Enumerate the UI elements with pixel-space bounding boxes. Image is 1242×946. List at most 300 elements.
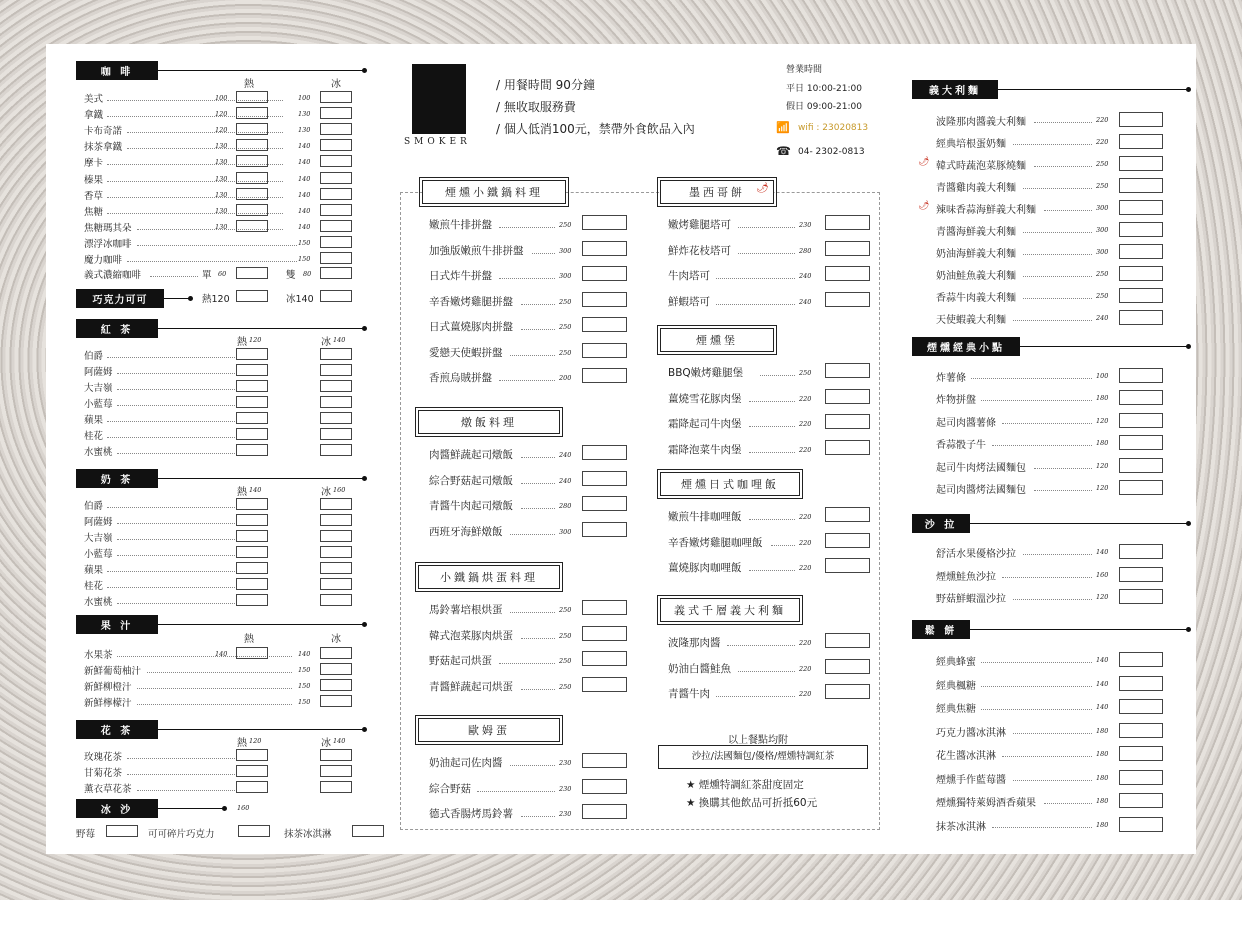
flower-tea-item: 薰衣草花茶 — [84, 784, 132, 795]
hot-qty-box[interactable] — [236, 765, 268, 777]
lasagna-qty-box[interactable] — [825, 684, 870, 699]
dot-leader — [147, 672, 292, 673]
hot-qty-box[interactable] — [236, 546, 268, 558]
hot-qty-box[interactable] — [236, 123, 268, 135]
pasta-item: 青醬雞肉義大利麵 — [936, 183, 1016, 194]
risotto-qty-box[interactable] — [582, 522, 627, 537]
dot-leader — [150, 276, 198, 277]
waffle-qty-box[interactable] — [1119, 746, 1163, 761]
pasta-qty-box[interactable] — [1119, 288, 1163, 303]
omelette-qty-box[interactable] — [582, 779, 627, 794]
iron-pot-title: 煙燻小鐵鍋料理 — [422, 180, 566, 204]
hot-qty-box[interactable] — [236, 578, 268, 590]
salad-item: 煙燻鮭魚沙拉 — [936, 571, 996, 583]
coffee-item: 香草 — [84, 190, 104, 202]
ice-qty-box[interactable] — [320, 123, 352, 135]
curry-item: 薑燒豚肉咖哩飯 — [668, 562, 742, 574]
salad-price: 160 — [1096, 570, 1109, 579]
risotto-price: 280 — [559, 502, 572, 510]
phone-icon: ☎ — [776, 144, 791, 158]
snacks-qty-box[interactable] — [1119, 368, 1163, 383]
ice-price: 140 — [333, 737, 346, 745]
curry-price: 220 — [799, 538, 812, 547]
hot-qty-box[interactable] — [236, 594, 268, 606]
dot-leader — [499, 227, 555, 228]
smoothie-qty-box[interactable] — [106, 825, 138, 837]
ice-qty-box[interactable] — [320, 444, 352, 456]
hot-qty-box[interactable] — [236, 107, 268, 119]
ice-qty-box[interactable] — [320, 695, 352, 707]
taco-price: 280 — [799, 246, 812, 255]
coffee-item: 魔力咖啡 — [84, 255, 123, 266]
omelette-price: 230 — [559, 759, 572, 767]
dot-leader — [510, 355, 555, 356]
dot-leader — [127, 261, 297, 262]
dot-leader — [521, 689, 555, 690]
cocoa-rule — [164, 298, 190, 299]
snacks-item: 起司肉醬烤法國麵包 — [936, 485, 1026, 496]
curry-price: 220 — [799, 513, 812, 521]
curry-item: 嫩煎牛排咖哩飯 — [668, 511, 742, 523]
egg-bake-qty-box[interactable] — [582, 651, 627, 666]
weekday-hours: 平日 10:00-21:00 — [786, 84, 862, 94]
iron-pot-qty-box[interactable] — [582, 343, 627, 358]
ice-qty-box[interactable] — [320, 290, 352, 302]
flower-tea-rule — [158, 729, 364, 730]
omelette-title: 歐姆蛋 — [418, 718, 560, 742]
waffle-item: 花生醬冰淇淋 — [936, 751, 996, 762]
lasagna-price: 220 — [799, 639, 812, 647]
snacks-price: 100 — [1096, 372, 1109, 380]
risotto-title: 燉飯料理 — [418, 410, 560, 434]
ice-qty-box[interactable] — [320, 348, 352, 360]
taco-title: 墨西哥餅 — [660, 180, 774, 204]
single-label: 單 — [202, 270, 212, 281]
black-tea-item: 大吉嶺 — [84, 383, 113, 394]
curry-qty-box[interactable] — [825, 507, 870, 522]
pasta-item: 香蒜牛肉義大利麵 — [936, 293, 1016, 304]
ice-qty-box[interactable] — [320, 107, 352, 119]
waffle-qty-box[interactable] — [1119, 770, 1163, 785]
ice-qty-box[interactable] — [320, 765, 352, 777]
hot-qty-box[interactable] — [236, 172, 268, 184]
egg-bake-price: 250 — [559, 682, 572, 691]
omelette-qty-box[interactable] — [582, 804, 627, 819]
dot-leader — [981, 662, 1092, 663]
taco-qty-box[interactable] — [825, 266, 870, 281]
waffle-price: 180 — [1096, 820, 1109, 829]
taco-price: 240 — [799, 272, 812, 280]
juice-item: 新鮮柳橙汁 — [84, 682, 132, 693]
hot-qty-box[interactable] — [236, 139, 268, 151]
pasta-qty-box[interactable] — [1119, 112, 1163, 127]
snacks-price: 120 — [1096, 484, 1109, 492]
double-label: 雙 — [286, 270, 296, 281]
ice-qty-box[interactable] — [320, 578, 352, 590]
iron-pot-price: 300 — [559, 272, 572, 280]
egg-bake-qty-box[interactable] — [582, 677, 627, 692]
waffle-qty-box[interactable] — [1119, 676, 1163, 691]
price-ice: 140 — [298, 158, 311, 167]
hot-price: 120 — [249, 737, 262, 745]
burger-qty-box[interactable] — [825, 389, 870, 404]
dot-leader — [760, 375, 795, 376]
dot-leader — [510, 765, 555, 766]
snacks-qty-box[interactable] — [1119, 390, 1163, 405]
hot-qty-box[interactable] — [236, 380, 268, 392]
ice-qty-box[interactable] — [320, 172, 352, 184]
taco-item: 嫩烤雞腿塔可 — [668, 219, 731, 231]
burger-qty-box[interactable] — [825, 440, 870, 455]
dot-leader — [117, 453, 237, 454]
egg-bake-price: 250 — [559, 657, 572, 665]
price-ice: 130 — [298, 126, 311, 135]
hot-qty-box[interactable] — [236, 412, 268, 424]
dot-leader — [1013, 599, 1093, 600]
dot-leader — [738, 671, 795, 672]
price-single: 60 — [218, 270, 227, 278]
dot-leader — [499, 663, 555, 664]
waffle-qty-box[interactable] — [1119, 793, 1163, 808]
price-hot: 130 — [215, 206, 228, 215]
dot-leader — [107, 421, 237, 422]
pasta-qty-box[interactable] — [1119, 178, 1163, 193]
price-ice: 150 — [298, 239, 311, 247]
dot-leader — [137, 688, 292, 689]
risotto-price: 240 — [559, 476, 572, 485]
juice-rule — [158, 624, 364, 625]
snacks-qty-box[interactable] — [1119, 413, 1163, 428]
dot-leader — [738, 227, 795, 228]
price-hot: 130 — [215, 142, 228, 151]
pasta-price: 250 — [1096, 160, 1109, 168]
snacks-qty-box[interactable] — [1119, 435, 1163, 450]
pasta-item: 奶油鮭魚義大利麵 — [936, 271, 1016, 282]
wifi-text: wifi : 23020813 — [798, 123, 869, 133]
dot-leader — [532, 253, 555, 254]
dot-leader — [137, 790, 237, 791]
hot-qty-box[interactable] — [236, 781, 268, 793]
curry-qty-box[interactable] — [825, 558, 870, 573]
burger-item: BBQ嫩烤雞腿堡 — [668, 367, 744, 379]
price-hot: 120 — [215, 110, 228, 119]
snacks-qty-box[interactable] — [1119, 480, 1163, 495]
coffee-item: 卡布奇諾 — [84, 126, 123, 138]
risotto-price: 300 — [559, 527, 572, 536]
chili-icon: 🌶 — [756, 183, 769, 194]
dot-leader — [521, 508, 555, 509]
taco-price: 230 — [799, 221, 812, 229]
pasta-title: 義大利麵 — [912, 80, 998, 99]
waffle-qty-box[interactable] — [1119, 817, 1163, 832]
black-tea-rule — [158, 328, 364, 329]
burger-price: 220 — [799, 420, 812, 428]
ice-price: 160 — [333, 486, 346, 494]
coffee-rule — [158, 70, 364, 71]
dot-leader — [107, 587, 237, 588]
pasta-item: 辣味香蒜海鮮義大利麵 — [936, 205, 1036, 216]
dot-leader — [1023, 232, 1092, 233]
dot-leader — [1013, 144, 1093, 145]
dot-leader — [716, 696, 795, 697]
snacks-price: 180 — [1096, 439, 1109, 448]
egg-bake-qty-box[interactable] — [582, 626, 627, 641]
ice-qty-box[interactable] — [320, 364, 352, 376]
hot-qty-box[interactable] — [236, 155, 268, 167]
ice-qty-box[interactable] — [320, 380, 352, 392]
rule-line: / 個人低消100元，禁帶外食飲品入內 — [496, 122, 695, 136]
ice-col: 冰 — [321, 487, 331, 498]
pasta-qty-box[interactable] — [1119, 222, 1163, 237]
ice-qty-box[interactable] — [320, 546, 352, 558]
price-ice: 140 — [298, 650, 311, 658]
snacks-item: 起司牛肉烤法國麵包 — [936, 462, 1026, 474]
salad-rule — [970, 523, 1188, 524]
pasta-price: 300 — [1096, 226, 1109, 234]
phone-text: 04- 2302-0813 — [798, 147, 865, 157]
ice-qty-box[interactable] — [320, 663, 352, 675]
milk-tea-item: 伯爵 — [84, 501, 104, 512]
dot-leader — [137, 245, 297, 246]
hot-qty-box[interactable] — [236, 91, 268, 103]
snacks-qty-box[interactable] — [1119, 458, 1163, 473]
dot-leader — [107, 507, 237, 508]
dot-leader — [107, 571, 237, 572]
holiday-hours: 假日 09:00-21:00 — [786, 102, 862, 112]
risotto-item: 西班牙海鮮燉飯 — [429, 525, 503, 538]
price-ice: 150 — [298, 682, 311, 690]
cocoa-hot: 熱120 — [202, 294, 230, 305]
hot-qty-box[interactable] — [236, 749, 268, 761]
iron-pot-qty-box[interactable] — [582, 266, 627, 281]
pasta-item: 奶油海鮮義大利麵 — [936, 249, 1016, 260]
ice-qty-box[interactable] — [320, 252, 352, 264]
dot-leader — [981, 400, 1092, 401]
iron-pot-qty-box[interactable] — [582, 241, 627, 256]
dot-leader — [992, 827, 1093, 828]
waffle-qty-box[interactable] — [1119, 699, 1163, 714]
lasagna-qty-box[interactable] — [825, 659, 870, 674]
egg-bake-item: 韓式泡菜豚肉烘蛋 — [429, 629, 513, 642]
single-qty-box[interactable] — [236, 267, 268, 279]
waffle-price: 140 — [1096, 656, 1109, 664]
pasta-price: 300 — [1096, 248, 1109, 256]
price-hot: 100 — [215, 94, 228, 102]
iron-pot-price: 250 — [559, 221, 572, 229]
ice-qty-box[interactable] — [320, 647, 352, 659]
pasta-qty-box[interactable] — [1119, 134, 1163, 149]
iron-pot-price: 300 — [559, 246, 572, 255]
pasta-qty-box[interactable] — [1119, 156, 1163, 171]
taco-qty-box[interactable] — [825, 241, 870, 256]
smoothie-qty-box[interactable] — [352, 825, 384, 837]
coffee-title: 咖 啡 — [76, 61, 158, 80]
iron-pot-price: 250 — [559, 348, 572, 357]
curry-qty-box[interactable] — [825, 533, 870, 548]
pasta-rule — [998, 89, 1188, 90]
burger-qty-box[interactable] — [825, 363, 870, 378]
smoothie-item: 抹茶冰淇淋 — [284, 829, 332, 840]
ice-qty-box[interactable] — [320, 220, 352, 232]
burger-item: 霜降起司牛肉堡 — [668, 418, 742, 430]
smoothie-title: 冰 沙 — [76, 799, 158, 818]
egg-bake-item: 馬鈴薯培根烘蛋 — [429, 604, 503, 616]
ice-qty-box[interactable] — [320, 91, 352, 103]
hot-qty-box[interactable] — [236, 290, 268, 302]
salad-qty-box[interactable] — [1119, 544, 1163, 559]
milk-tea-item: 大吉嶺 — [84, 533, 113, 544]
iron-pot-qty-box[interactable] — [582, 368, 627, 383]
juice-item: 新鮮檸檬汁 — [84, 698, 132, 709]
dot-leader — [521, 638, 555, 639]
hot-qty-box[interactable] — [236, 647, 268, 659]
risotto-qty-box[interactable] — [582, 496, 627, 511]
snacks-item: 炸薯條 — [936, 373, 966, 384]
pasta-qty-box[interactable] — [1119, 200, 1163, 215]
ice-qty-box[interactable] — [320, 412, 352, 424]
black-tea-item: 桂花 — [84, 431, 104, 442]
pasta-qty-box[interactable] — [1119, 310, 1163, 325]
hot-qty-box[interactable] — [236, 444, 268, 456]
waffle-item: 煙燻手作藍莓醬 — [936, 774, 1006, 786]
hot-qty-box[interactable] — [236, 498, 268, 510]
ice-qty-box[interactable] — [320, 428, 352, 440]
hot-col: 熱 — [237, 738, 247, 749]
cocoa-header — [76, 289, 190, 308]
waffle-qty-box[interactable] — [1119, 652, 1163, 667]
coffee-item: 漂浮冰咖啡 — [84, 239, 132, 250]
hot-qty-box[interactable] — [236, 188, 268, 200]
dot-leader — [117, 373, 237, 374]
risotto-item: 肉醬鮮蔬起司燉飯 — [429, 449, 513, 461]
waffle-qty-box[interactable] — [1119, 723, 1163, 738]
hot-qty-box[interactable] — [236, 396, 268, 408]
iron-pot-item: 辛香嫩烤雞腿拼盤 — [429, 295, 513, 308]
price-double: 80 — [303, 270, 312, 278]
dot-leader — [981, 686, 1092, 687]
lasagna-qty-box[interactable] — [825, 633, 870, 648]
ice-qty-box[interactable] — [320, 498, 352, 510]
iron-pot-qty-box[interactable] — [582, 215, 627, 230]
ice-qty-box[interactable] — [320, 188, 352, 200]
dot-leader — [1044, 210, 1092, 211]
price-ice: 140 — [298, 206, 311, 215]
dot-leader — [738, 253, 795, 254]
dot-leader — [117, 389, 237, 390]
hot-qty-box[interactable] — [236, 428, 268, 440]
pasta-qty-box[interactable] — [1119, 244, 1163, 259]
smoothie-item: 野莓 — [76, 829, 96, 840]
double-qty-box[interactable] — [320, 267, 352, 279]
egg-bake-qty-box[interactable] — [582, 600, 627, 615]
dot-leader — [749, 570, 795, 571]
omelette-qty-box[interactable] — [582, 753, 627, 768]
set-note-line: ★ 煙燻特調紅茶甜度固定 — [686, 779, 804, 791]
waffle-item: 抹茶冰淇淋 — [936, 821, 986, 833]
ice-qty-box[interactable] — [320, 204, 352, 216]
ice-qty-box[interactable] — [320, 139, 352, 151]
black-tea-item: 水蜜桃 — [84, 447, 113, 458]
dot-leader — [1002, 423, 1092, 424]
hot-qty-box[interactable] — [236, 562, 268, 574]
ice-qty-box[interactable] — [320, 155, 352, 167]
ice-qty-box[interactable] — [320, 530, 352, 542]
dot-leader — [510, 612, 555, 613]
iron-pot-item: 加強版嫩煎牛排拼盤 — [429, 244, 524, 257]
dot-leader — [749, 519, 795, 520]
snacks-item: 炸物拼盤 — [936, 395, 976, 407]
ice-qty-box[interactable] — [320, 594, 352, 606]
hot-qty-box[interactable] — [236, 348, 268, 360]
smoothie-header — [76, 799, 224, 818]
coffee-header — [76, 61, 364, 80]
iron-pot-qty-box[interactable] — [582, 292, 627, 307]
waffle-rule — [970, 629, 1188, 630]
pasta-item: 天使蝦義大利麵 — [936, 315, 1006, 326]
logo-mark — [412, 64, 466, 134]
ice-qty-box[interactable] — [320, 781, 352, 793]
risotto-qty-box[interactable] — [582, 445, 627, 460]
risotto-qty-box[interactable] — [582, 471, 627, 486]
hot-qty-box[interactable] — [236, 204, 268, 216]
pasta-qty-box[interactable] — [1119, 266, 1163, 281]
taco-qty-box[interactable] — [825, 215, 870, 230]
snacks-price: 180 — [1096, 394, 1109, 403]
pasta-price: 220 — [1096, 138, 1109, 146]
pasta-price: 300 — [1096, 204, 1109, 212]
pasta-price: 250 — [1096, 270, 1109, 278]
hot-qty-box[interactable] — [236, 514, 268, 526]
ice-qty-box[interactable] — [320, 679, 352, 691]
ice-qty-box[interactable] — [320, 236, 352, 248]
price-hot: 130 — [215, 174, 228, 183]
burger-qty-box[interactable] — [825, 414, 870, 429]
iron-pot-item: 香煎烏賊拼盤 — [429, 372, 492, 384]
pasta-header — [912, 80, 1188, 99]
snacks-price: 120 — [1096, 416, 1109, 425]
salad-qty-box[interactable] — [1119, 567, 1163, 582]
salad-qty-box[interactable] — [1119, 589, 1163, 604]
salad-item: 舒活水果優格沙拉 — [936, 549, 1016, 560]
dot-leader — [1013, 733, 1093, 734]
taco-qty-box[interactable] — [825, 292, 870, 307]
flower-tea-title: 花 茶 — [76, 720, 158, 739]
waffle-item: 煙燻獨特萊姆酒香蘋果 — [936, 798, 1036, 809]
ice-price: 140 — [333, 336, 346, 344]
ice-col: 冰 — [331, 79, 341, 90]
dot-leader — [107, 357, 237, 358]
dot-leader — [749, 426, 795, 427]
price-ice: 150 — [298, 666, 311, 674]
burger-price: 250 — [799, 369, 812, 377]
ice-qty-box[interactable] — [320, 514, 352, 526]
ice-qty-box[interactable] — [320, 396, 352, 408]
smoothie-price: 160 — [237, 804, 250, 812]
salad-title: 沙 拉 — [912, 514, 970, 533]
iron-pot-qty-box[interactable] — [582, 317, 627, 332]
hot-qty-box[interactable] — [236, 530, 268, 542]
hot-qty-box[interactable] — [236, 220, 268, 232]
burger-item: 薑燒雪花豚肉堡 — [668, 392, 742, 405]
smoothie-qty-box[interactable] — [238, 825, 270, 837]
ice-qty-box[interactable] — [320, 749, 352, 761]
coffee-item: 抹茶拿鐵 — [84, 142, 123, 154]
dot-leader — [117, 405, 237, 406]
hot-qty-box[interactable] — [236, 364, 268, 376]
snacks-item: 起司肉醬薯條 — [936, 417, 996, 429]
hot-col: 熱 — [237, 337, 247, 348]
ice-qty-box[interactable] — [320, 562, 352, 574]
